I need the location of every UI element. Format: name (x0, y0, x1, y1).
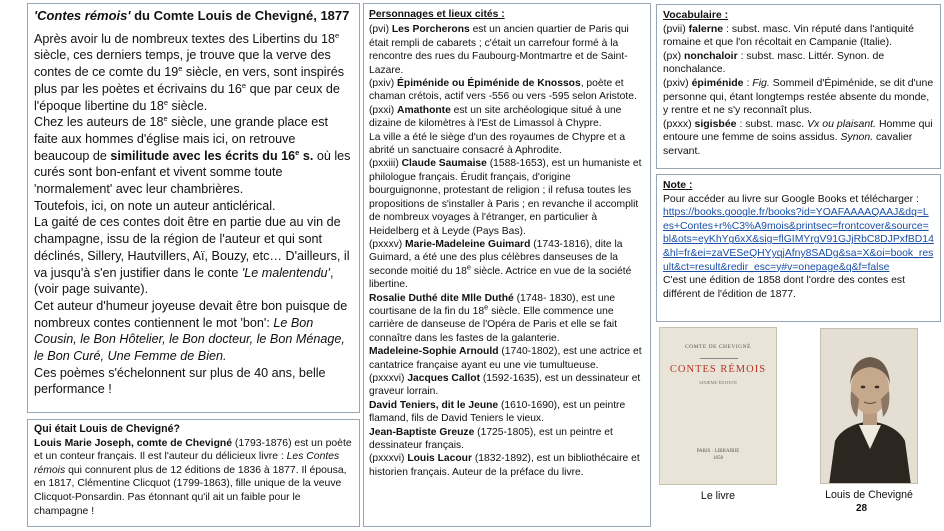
intro-title (34, 8, 353, 25)
vocab-entry: (pxxx) sigisbée : subst. masc. Vx ou plaisant. Homme qui entoure une femme de soins assidus. Synon. cavalier servant. (663, 117, 933, 157)
intro-paragraph-3: Toutefois, ici, on note un auteur anticlérical. (34, 198, 276, 213)
biography-name: Louis Marie Joseph, comte de Chevigné (34, 437, 233, 449)
person-entry: (pvi) Les Porcherons est un ancien quartier de Paris qui était rempli de cabarets ; c'était un carrefour formé à la rencontre des rues du Faubourg-Montmartre et de Saint-Lazare. (369, 24, 629, 76)
page-number: 28 (856, 503, 868, 514)
book-cover-imprint: PARIS · LIBRAIRIE 1858 (696, 449, 740, 461)
portrait-illustration (821, 329, 918, 484)
intro-title-rest: du Comte Louis de Chevigné, 1877 (130, 8, 350, 23)
intro-paragraph-4: La gaité de ces contes doit être en partie due au vin de champagne, issu de la région de l'auteur et qui sont déclinés, Sillery, Hautvillers, Aï, Bouzy, etc… D'ailleurs, il va jusqu'à s'en justifier dans le conte 'Le malentendu', (voir page suivante). (34, 215, 350, 297)
biography-heading: Qui était Louis de Chevigné? (34, 423, 180, 435)
person-entry: (pxxiii) Claude Saumaise (1588-1653), est un humaniste et philologue français. Érudit français, d'origine bourguignonne, protestant de religion ; il refusa toutes les propositions de s'installer à Paris ; en revanche il accomplit de nombreux voyages à l'étranger, en particulier à Heidelberg et à Leyde (Pays Bas). (369, 158, 642, 237)
portrait-caption: Louis de Chevigné (825, 489, 913, 501)
person-entry: (pxxxvi) Jacques Callot (1592-1635), est un dessinateur et graveur lorrain. (369, 372, 641, 398)
vocab-entry: (pvii) falerne : subst. masc. Vin réputé dans l'antiquité romaine et que l'on récoltait en Campanie (Italie). (663, 22, 915, 49)
note-panel (656, 174, 941, 322)
book-cover-image (659, 327, 777, 485)
intro-paragraph-6: Ces poèmes s'échelonnent sur plus de 40 ans, belle performance ! (34, 365, 326, 397)
google-books-link[interactable]: https://books.google.fr/books?id=YOAFAAAAQAAJ&dq=Les+Contes+r%C3%A9mois&printsec=frontcover&source=bl&ots=eyKhYg6xX&sig=flGIMYrgV91GJjRbC8DJPxfBD14&hl=fr&ei=zaVESeQHYyqjAfny8SADg&sa=X&oi=book_result&ct=result&redir_esc=y#v=onepage&q&f=false (663, 207, 934, 273)
book-cover-rule (700, 358, 738, 359)
vocabulary-heading: Vocabulaire : (663, 9, 729, 21)
person-entry: David Teniers, dit le Jeune (1610-1690), est un peintre flamand, fils de David Teniers le vieux. (369, 399, 626, 425)
vocab-entry: (pxiv) épiménide : Fig. Sommeil d'Épiménide, se dit d'une personne qui, étant longtemps restée absente du monde, y rentre et ne s'y reconnaît plus. (663, 76, 934, 117)
book-cover-title: CONTES RÉMOIS (669, 364, 767, 375)
biography-book-title: Les Contes rémois (34, 451, 340, 476)
portrait-photo (820, 328, 918, 484)
note-intro: Pour accéder au livre sur Google Books et télécharger : (663, 193, 919, 205)
note-edition: C'est une édition de 1858 dont l'ordre des contes est différent de l'édition de 1877. (663, 275, 905, 300)
person-entry: Jean-Baptiste Greuze (1725-1805), est un peintre et dessinateur français. (369, 426, 613, 451)
book-caption: Le livre (700, 490, 736, 502)
person-entry: Rosalie Duthé dite Mlle Duthé (1748- 1830), est une courtisane de la fin du 18e siècle. Elle commence une carrière de danseuse de l'Opéra de Paris et elle se fait connaître dans les fastes de la galanterie. (369, 292, 618, 344)
intro-title-italic: 'Contes rémois' (34, 8, 131, 23)
person-entry: Madeleine-Sophie Arnould (1740-1802), est une actrice et cantatrice française ayant eu une vie tumultueuse. (369, 346, 642, 371)
note-heading: Note : (663, 180, 693, 191)
person-entry: (pxxxv) Marie-Madeleine Guimard (1743-1816), dite la Guimard, a été une des plus célèbres danseuses de la seconde moitié du 18e siècle. Actrice en vue de la société libertine. (369, 238, 632, 291)
person-entry: (pxxxvi) Louis Lacour (1832-1892), est un bibliothécaire et historien français. Auteur de la préface du livre. (369, 453, 640, 478)
intro-panel (27, 3, 360, 413)
persons-places-panel (363, 3, 651, 527)
intro-paragraph-2: Chez les auteurs de 18e siècle, une grande place est faite aux hommes d'église mais ici, on retrouve beaucoup de similitude avec les écrits du 16e s. où les curés sont bon-enfant et vivent somme toute 'normalement' avec leur chambrières. (34, 114, 351, 197)
person-entry: (pxiv) Épiménide ou Épiménide de Knossos, poète et chaman crétois, actif vers -556 ou vers -595 selon Aristote. (369, 78, 637, 103)
vocabulary-panel (656, 4, 941, 169)
intro-paragraph-5: Cet auteur d'humeur joyeuse devait être bon puisque de nombreux contes contiennent le mot 'bon': Le Bon Cousin, le Bon Hôtelier, le Bon docteur, le Bon Ménage, le Bon Curé, Une Femme de Bien. (34, 298, 348, 364)
book-cover-author: COMTE DE CHEVIGNÉ (685, 344, 751, 350)
biography-panel: Qui était Louis de Chevigné? Louis Marie Joseph, comte de Chevigné (1793-1876) est un poète et un conteur français. Il est l'auteur du délicieux livre : Les Contes rémois qui connurent plus de 12 éditions de 1836 à 1877. Il épousa, en 1817, Clémentine Clicquot (1799-1863), fille unique de la veuve Clicquot-Ponsardin. Pas étonnant qu'il ait un faible pour le champagne ! (27, 419, 360, 527)
person-entry: La ville a été le siège d'un des royaumes de Chypre et a abrité un sanctuaire consacré à Aphrodite. (369, 131, 626, 157)
book-cover-edition: SIXIÈME ÉDITION (699, 380, 737, 385)
vocab-entry: (px) nonchaloir : subst. masc. Littér. Synon. de nonchalance. (663, 49, 885, 76)
persons-heading: Personnages et lieux cités : (369, 9, 505, 20)
person-entry: (pxxi) Amathonte est un site archéologique situé à une dizaine de kilomètres à l'Est de Limassol à Chypre. (369, 104, 622, 130)
intro-paragraph-1: Après avoir lu de nombreux textes des Libertins du 18e siècle, ces derniers temps, je trouve que la verve des contes de ce comte du 19e siècle, en vers, sont inspirés plus par les poètes et écrivains du 16e que par ceux de l'époque libertine du 18e siècle. (34, 30, 345, 113)
